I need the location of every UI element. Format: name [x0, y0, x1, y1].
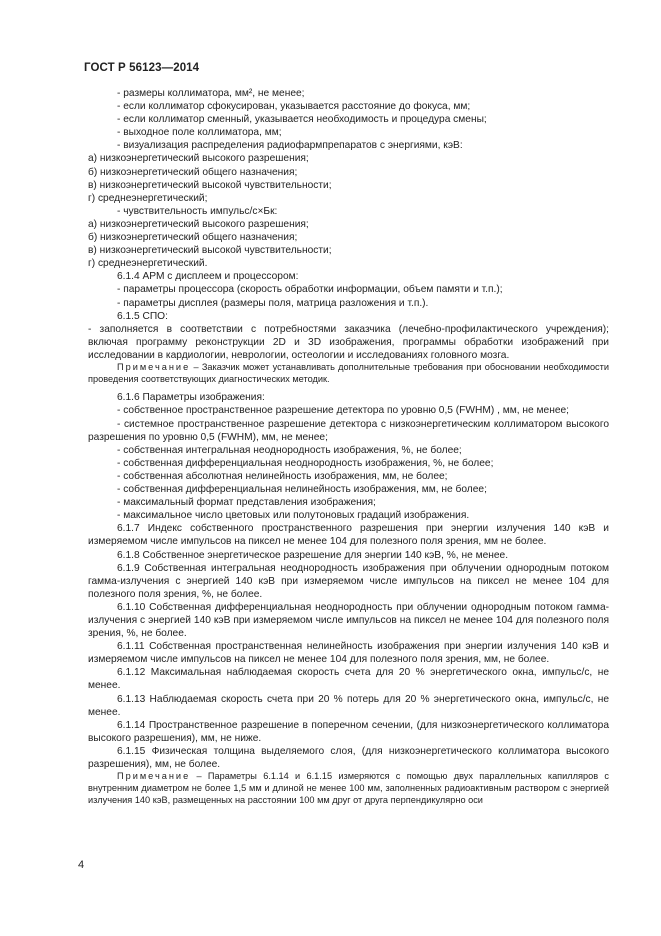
text-line: г) среднеэнергетический;	[88, 192, 208, 204]
text-line: - параметры процессора (скорость обработки информации, объем памяти и т.п.);	[117, 284, 503, 296]
note-label: Примечание	[117, 361, 191, 372]
text-line: - максимальный формат представления изображения;	[117, 497, 376, 509]
text-line: - если коллиматор сменный, указывается необходимость и процедура смены;	[117, 114, 487, 126]
text-line: б) низкоэнергетический общего назначения;	[88, 232, 298, 244]
paragraph: - заполняется в соответствии с потребностями заказчика (лечебно-профилактического учреждения); включая программу реконструкции 2D и 3D изображения, программы обработки изображений при исследовании в кардиологии, неврологии, остеологии и исследованиях головного мозга.	[88, 323, 609, 361]
text-line: - собственная интегральная неоднородность изображения, %, не более;	[117, 444, 462, 456]
paragraph: 6.1.14 Пространственное разрешение в поперечном сечении, (для низкоэнергетического коллиматора высокого разрешения), мм, не ниже.	[88, 719, 609, 744]
note-text: – Заказчик может устанавливать дополнительные требования при обосновании необходимости проведения соответствующих диагностических методик.	[88, 361, 609, 384]
section-heading: 6.1.6 Параметры изображения:	[117, 392, 265, 404]
paragraph: 6.1.7 Индекс собственного пространственного разрешения при энергии излучения 140 кэВ и измеряемом числе импульсов на пиксел не менее 104 для полезного поля зрения, мм не более.	[88, 523, 609, 548]
text-line: - параметры дисплея (размеры поля, матрица разложения и т.п.).	[117, 297, 429, 309]
section-heading: 6.1.5 СПО:	[117, 310, 168, 322]
page-number: 4	[78, 859, 85, 871]
text-line: а) низкоэнергетический высокого разрешения;	[88, 153, 309, 165]
text-line: - собственная абсолютная нелинейность изображения, мм, не более;	[117, 470, 448, 482]
text-line: - максимальное число цветовых или полутоновых градаций изображения.	[117, 510, 470, 522]
text-line: - системное пространственное разрешение детектора с низкоэнергетическим коллиматором высокого разрешения по уровню 0,5 (FWHM), мм, не менее;	[88, 418, 609, 443]
page-title: ГОСТ Р 56123—2014	[84, 62, 200, 74]
text-line: в) низкоэнергетический высокой чувствительности;	[88, 245, 332, 257]
text-line: - собственное пространственное разрешение детектора по уровню 0,5 (FWHM) , мм, не менее;	[117, 405, 569, 417]
paragraph: 6.1.10 Собственная дифференциальная неоднородность при облучении однородным потоком гамма-излучения с энергией 140 кэВ при измеряемом числе импульсов на пиксел не менее 104 для полезного поля зрения, %, не более.	[88, 601, 609, 640]
paragraph: 6.1.11 Собственная пространственная нелинейность изображения при энергии излучения 140 кэВ и измеряемом числе импульсов на пиксел не менее 104 для полезного поля зрения, мм, не более.	[88, 641, 609, 666]
text-line: - собственная дифференциальная неоднородность изображения, %, не более;	[117, 457, 494, 469]
paragraph: 6.1.8 Собственное энергетическое разрешение для энергии 140 кэВ, %, не менее.	[117, 549, 509, 561]
note-label: Примечание	[117, 771, 191, 782]
section-heading: 6.1.4 АРМ с дисплеем и процессором:	[117, 271, 299, 283]
text-line: б) низкоэнергетический общего назначения;	[88, 166, 298, 178]
text-line: - выходное поле коллиматора, мм;	[117, 127, 282, 139]
note	[88, 362, 609, 385]
text-line: г) среднеэнергетический.	[88, 258, 208, 270]
paragraph: 6.1.15 Физическая толщина выделяемого слоя, (для низкоэнергетического коллиматора высокого разрешения), мм, не более.	[88, 745, 609, 770]
text-line: - чувствительность импульс/с×Бк:	[117, 205, 278, 217]
text-line: а) низкоэнергетический высокого разрешения;	[88, 218, 309, 230]
paragraph: 6.1.9 Собственная интегральная неоднородность изображения при облучении однородным потоком гамма-излучения с энергией 140 кэВ при измеряемом числе импульсов на пиксел не менее 104 для полезного поля зрения, %, не более.	[88, 562, 609, 600]
paragraph: 6.1.12 Максимальная наблюдаемая скорость счета для 20 % энергетического окна, импульс/с, не менее.	[88, 667, 609, 692]
text-line: - размеры коллиматора, мм², не менее;	[117, 88, 305, 99]
text-line: - визуализация распределения радиофармпрепаратов с энергиями, кэВ:	[117, 140, 463, 152]
paragraph: 6.1.13 Наблюдаемая скорость счета при 20 % потерь для 20 % энергетического окна, импульс/с, не менее.	[88, 693, 609, 718]
document-body	[88, 87, 609, 806]
note	[88, 771, 609, 806]
text-line: в) низкоэнергетический высокой чувствительности;	[88, 179, 332, 191]
text-line: - если коллиматор сфокусирован, указывается расстояние до фокуса, мм;	[117, 101, 471, 113]
note-text: – Параметры 6.1.14 и 6.1.15 измеряются с помощью двух параллельных капилляров с внутренним диаметром не более 1,5 мм и длиной не менее 100 мм, заполненных радиоактивным раствором с энергией излучения 140 кэВ, размещенных на расстоянии 100 мм друг от друга перпендикулярно оси	[88, 771, 609, 805]
text-line: - собственная дифференциальная нелинейность изображения, мм, не более;	[117, 484, 487, 496]
